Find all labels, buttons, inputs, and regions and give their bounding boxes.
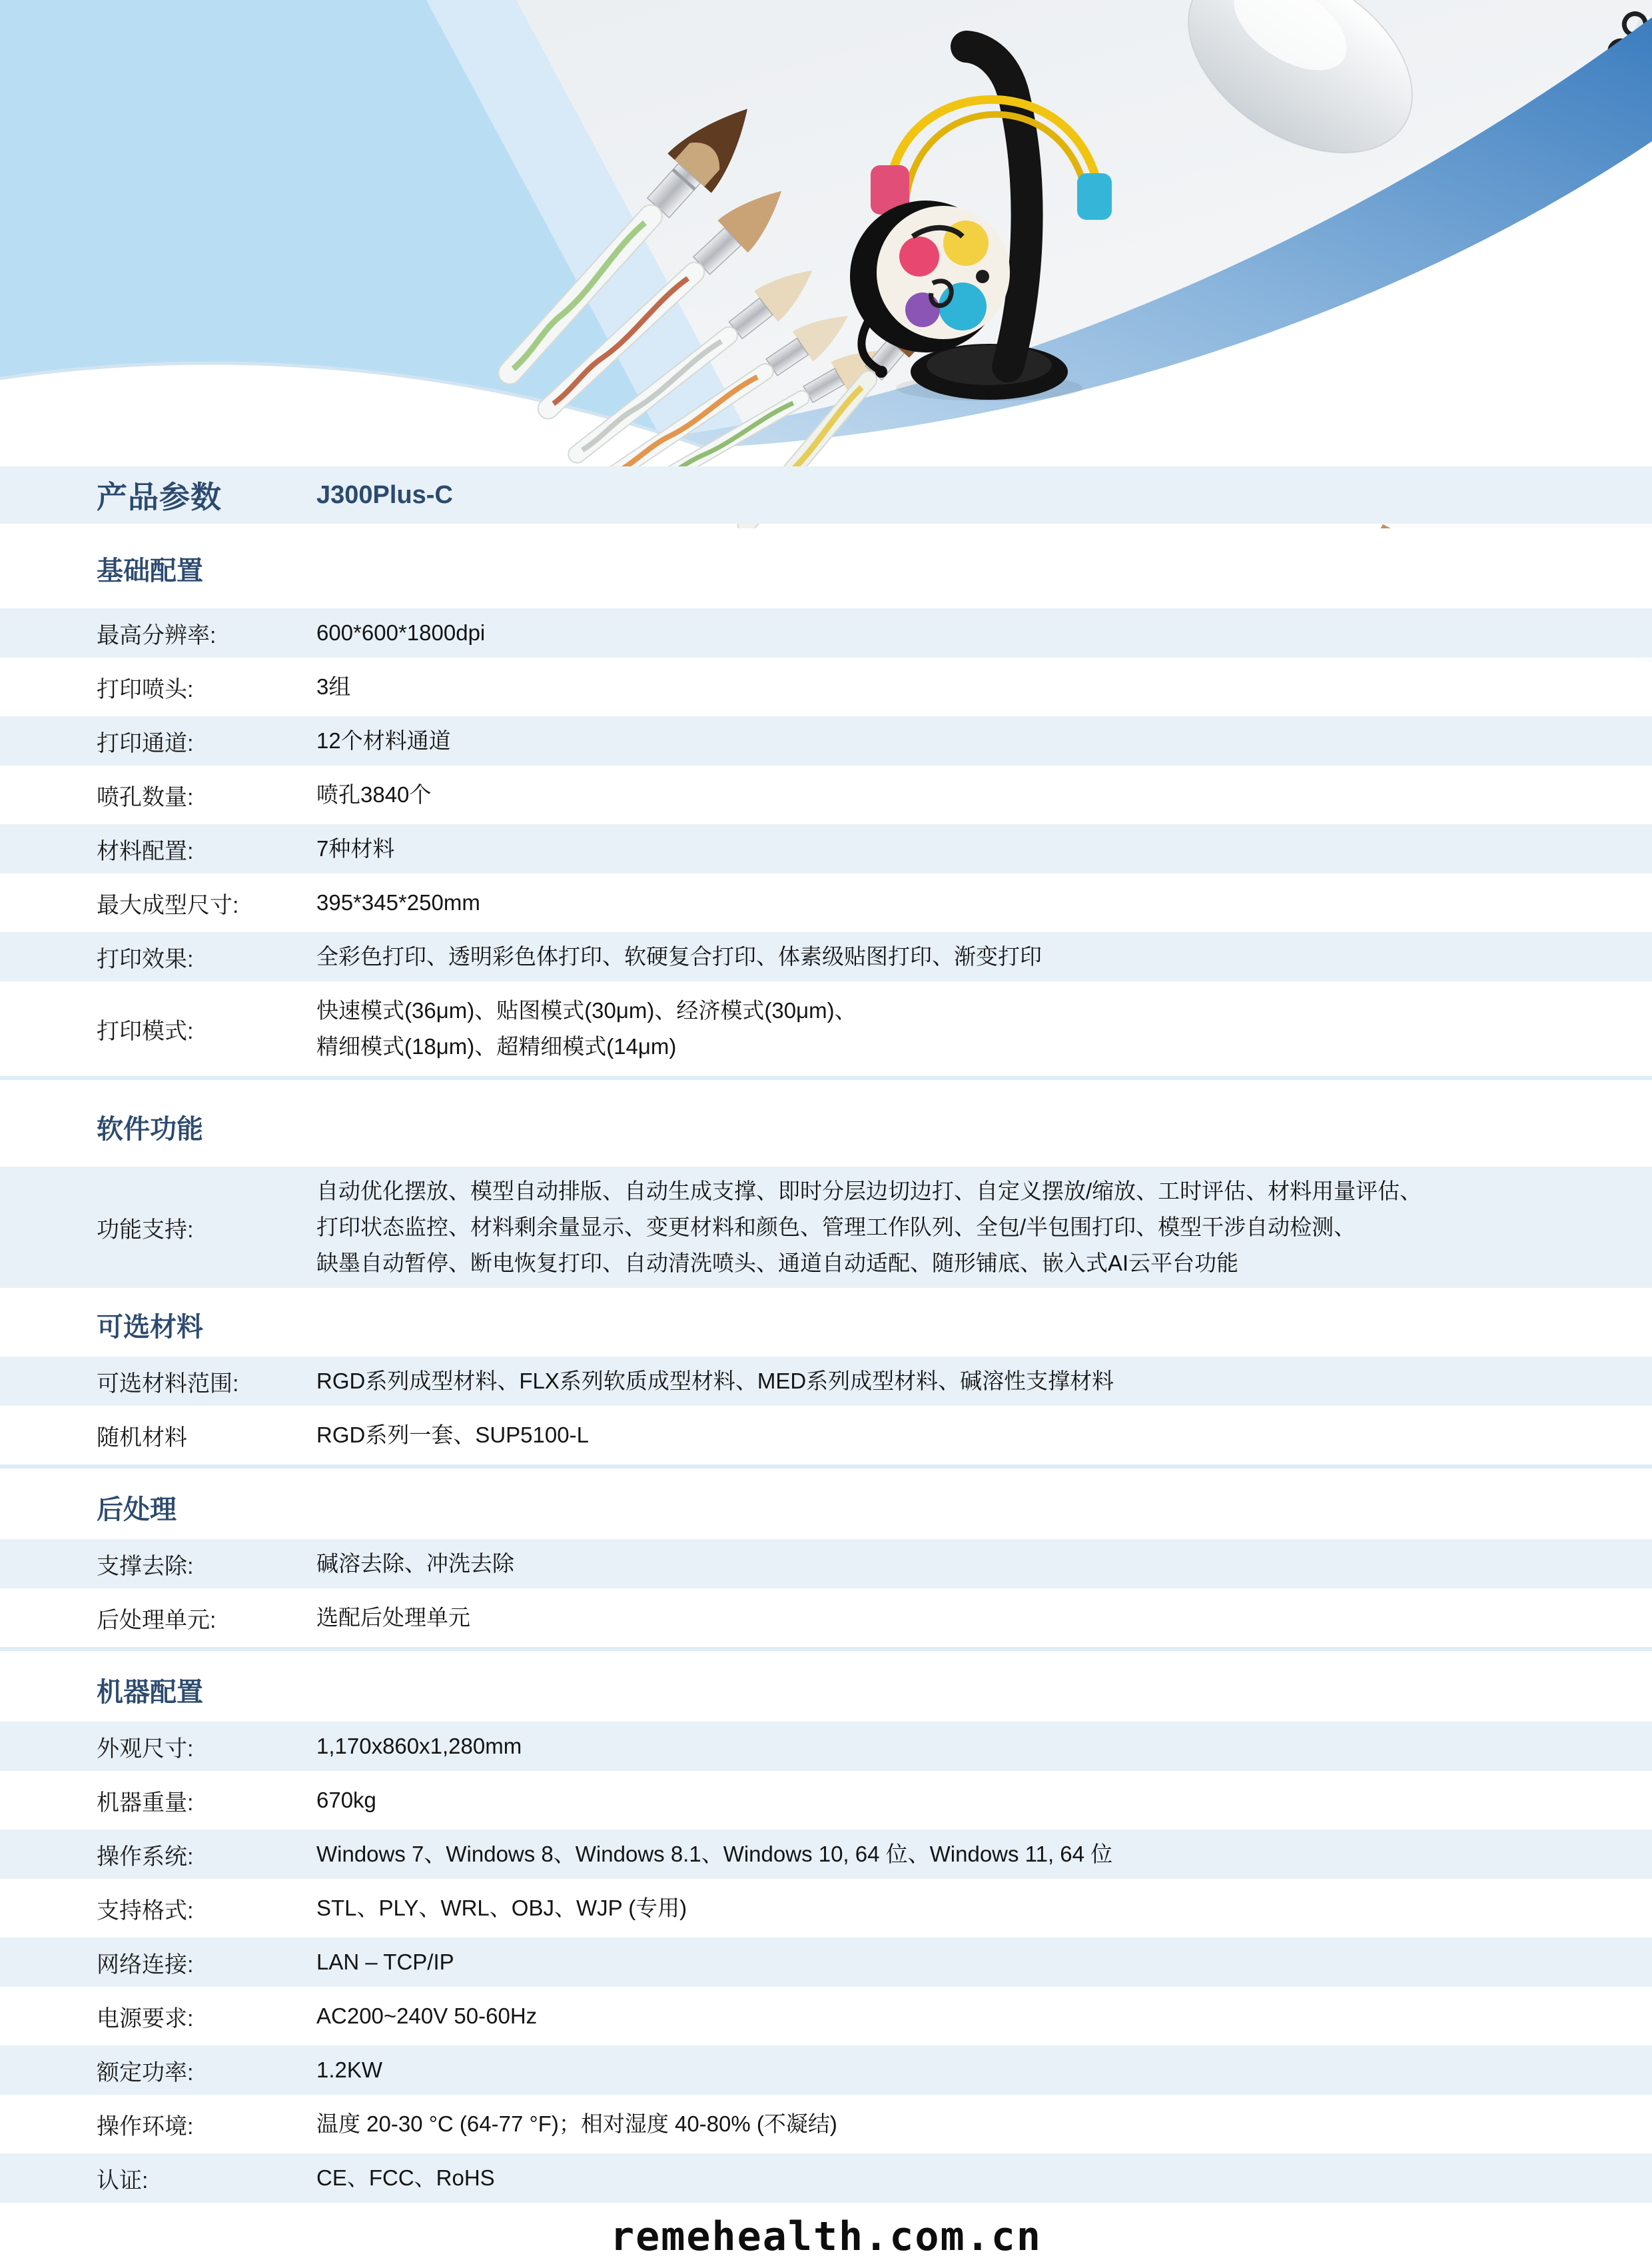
row-label: 电源要求: bbox=[97, 2005, 194, 2031]
row-value-line: Windows 7、Windows 8、Windows 8.1、Windows 10, 64 位、Windows 11, 64 位 bbox=[316, 1842, 1113, 1866]
row-value bbox=[316, 2153, 1652, 2203]
row-label: 网络连接: bbox=[97, 1952, 194, 1978]
row-value-line: RGD系列成型材料、FLX系列软质成型材料、MED系列成型材料、碱溶性支撑材料 bbox=[316, 1369, 1114, 1393]
row-label: 打印效果: bbox=[97, 946, 194, 972]
row-value bbox=[316, 608, 1652, 658]
row-value-line: 670kg bbox=[316, 1788, 376, 1812]
row-label: 随机材料 bbox=[97, 1424, 187, 1450]
model-name: J300Plus-C bbox=[316, 480, 453, 509]
row-value-line: AC200~240V 50-60Hz bbox=[316, 2003, 538, 2028]
table-row bbox=[0, 1884, 1652, 1933]
row-value-line: LAN – TCP/IP bbox=[316, 1950, 454, 1974]
row-label: 后处理单元: bbox=[97, 1607, 216, 1633]
row-label: 额定功率: bbox=[97, 2059, 194, 2085]
row-value-line: 自动优化摆放、模型自动排版、自动生成支撑、即时分层边切边打、自定义摆放/缩放、工时评估、材料用量评估、 bbox=[316, 1179, 1422, 1203]
row-value bbox=[316, 1991, 1652, 2041]
section-title: 机器配置 bbox=[97, 1677, 203, 1707]
row-value-line: 选配后处理单元 bbox=[316, 1605, 470, 1630]
hero-illustration bbox=[0, 0, 1652, 466]
section-block bbox=[0, 1087, 1652, 1167]
section-divider bbox=[0, 1076, 1652, 1080]
table-row bbox=[0, 608, 1652, 658]
row-label: 可选材料范围: bbox=[97, 1371, 239, 1397]
row-value bbox=[316, 1357, 1652, 1406]
section-divider bbox=[0, 1647, 1652, 1651]
section-block bbox=[0, 1293, 1652, 1357]
row-label: 材料配置: bbox=[97, 838, 194, 864]
row-value bbox=[316, 2099, 1652, 2149]
row-value bbox=[316, 716, 1652, 766]
row-label: 最大成型尺寸: bbox=[97, 892, 239, 918]
row-value-line: 7种材料 bbox=[316, 836, 395, 861]
row-value-line: 喷孔3840个 bbox=[316, 782, 432, 807]
row-label: 操作系统: bbox=[97, 1844, 194, 1870]
table-header-row bbox=[0, 466, 1652, 524]
row-value-line: 1,170x860x1,280mm bbox=[316, 1734, 522, 1758]
row-value-line: STL、PLY、WRL、OBJ、WJP (专用) bbox=[316, 1896, 687, 1920]
table-row bbox=[0, 1539, 1652, 1588]
spec-table bbox=[0, 466, 1652, 2203]
section-title: 软件功能 bbox=[97, 1114, 203, 1144]
row-value-line: 缺墨自动暂停、断电恢复打印、自动清洗喷头、通道自动适配、随形铺底、嵌入式AI云平台功能 bbox=[316, 1251, 1239, 1275]
table-row bbox=[0, 2099, 1652, 2149]
table-row bbox=[0, 824, 1652, 873]
table-row bbox=[0, 2153, 1652, 2203]
table-row bbox=[0, 1776, 1652, 1825]
table-title: 产品参数 bbox=[97, 480, 222, 514]
row-value-line: 精细模式(18μm)、超精细模式(14μm) bbox=[316, 1034, 677, 1059]
row-value bbox=[316, 1411, 1652, 1460]
row-value bbox=[316, 1884, 1652, 1933]
table-row bbox=[0, 1938, 1652, 1987]
row-label: 支持格式: bbox=[97, 1898, 194, 1924]
row-label: 打印喷头: bbox=[97, 676, 194, 702]
row-value bbox=[316, 1722, 1652, 1771]
row-value-line: 温度 20-30 °C (64-77 °F)；相对湿度 40-80% (不凝结) bbox=[316, 2111, 837, 2136]
table-row bbox=[0, 1593, 1652, 1642]
table-row bbox=[0, 662, 1652, 712]
section-title: 可选材料 bbox=[97, 1312, 203, 1342]
row-value bbox=[316, 1167, 1652, 1288]
row-value bbox=[316, 1830, 1652, 1879]
section-title: 基础配置 bbox=[97, 556, 203, 586]
section-block bbox=[0, 528, 1652, 608]
row-label: 喷孔数量: bbox=[97, 784, 194, 810]
row-value-line: 碱溶去除、冲洗去除 bbox=[316, 1551, 514, 1576]
row-value-line: 12个材料通道 bbox=[316, 728, 451, 753]
row-value-line: 3组 bbox=[316, 674, 351, 699]
section-block bbox=[0, 1475, 1652, 1539]
table-row bbox=[0, 716, 1652, 766]
row-value-line: 1.2KW bbox=[316, 2057, 383, 2082]
table-row bbox=[0, 986, 1652, 1071]
row-value bbox=[316, 1776, 1652, 1825]
table-row bbox=[0, 2045, 1652, 2095]
row-label: 支撑去除: bbox=[97, 1553, 194, 1579]
row-value bbox=[316, 932, 1652, 981]
row-value bbox=[316, 1593, 1652, 1642]
table-row bbox=[0, 1830, 1652, 1879]
row-value bbox=[316, 1938, 1652, 1987]
row-value bbox=[316, 662, 1652, 712]
row-value-line: 600*600*1800dpi bbox=[316, 620, 486, 645]
row-value-line: 打印状态监控、材料剩余量显示、变更材料和颜色、管理工作队列、全包/半包围打印、模型干涉自动检测、 bbox=[316, 1215, 1356, 1239]
row-value-line: CE、FCC、RoHS bbox=[316, 2165, 495, 2190]
row-label: 认证: bbox=[97, 2167, 149, 2193]
table-row bbox=[0, 1991, 1652, 2041]
row-value bbox=[316, 878, 1652, 927]
watermark-url: remehealth.com.cn bbox=[610, 2213, 1042, 2260]
table-row bbox=[0, 1411, 1652, 1460]
row-value-line: 快速模式(36μm)、贴图模式(30μm)、经济模式(30μm)、 bbox=[316, 998, 857, 1023]
hero-banner bbox=[0, 0, 1652, 466]
row-value bbox=[316, 2045, 1652, 2095]
row-label: 打印通道: bbox=[97, 730, 194, 756]
table-row bbox=[0, 932, 1652, 981]
table-row bbox=[0, 770, 1652, 820]
section-title: 后处理 bbox=[97, 1494, 177, 1524]
row-value-line: 395*345*250mm bbox=[316, 890, 480, 915]
row-value bbox=[316, 770, 1652, 820]
row-value bbox=[316, 824, 1652, 873]
row-value-line: 全彩色打印、透明彩色体打印、软硬复合打印、体素级贴图打印、渐变打印 bbox=[316, 944, 1042, 969]
table-row bbox=[0, 878, 1652, 927]
row-value-line: RGD系列一套、SUP5100-L bbox=[316, 1422, 589, 1447]
row-label: 外观尺寸: bbox=[97, 1736, 194, 1762]
row-value bbox=[316, 986, 1652, 1071]
row-label: 功能支持: bbox=[97, 1217, 194, 1243]
table-row bbox=[0, 1167, 1652, 1288]
table-row bbox=[0, 1357, 1652, 1406]
row-label: 最高分辨率: bbox=[97, 622, 216, 648]
section-block bbox=[0, 1658, 1652, 1722]
section-divider bbox=[0, 1464, 1652, 1468]
row-label: 操作环境: bbox=[97, 2113, 194, 2139]
row-label: 机器重量: bbox=[97, 1790, 194, 1816]
table-row bbox=[0, 1722, 1652, 1771]
row-value bbox=[316, 1539, 1652, 1588]
row-label: 打印模式: bbox=[97, 1018, 194, 1044]
